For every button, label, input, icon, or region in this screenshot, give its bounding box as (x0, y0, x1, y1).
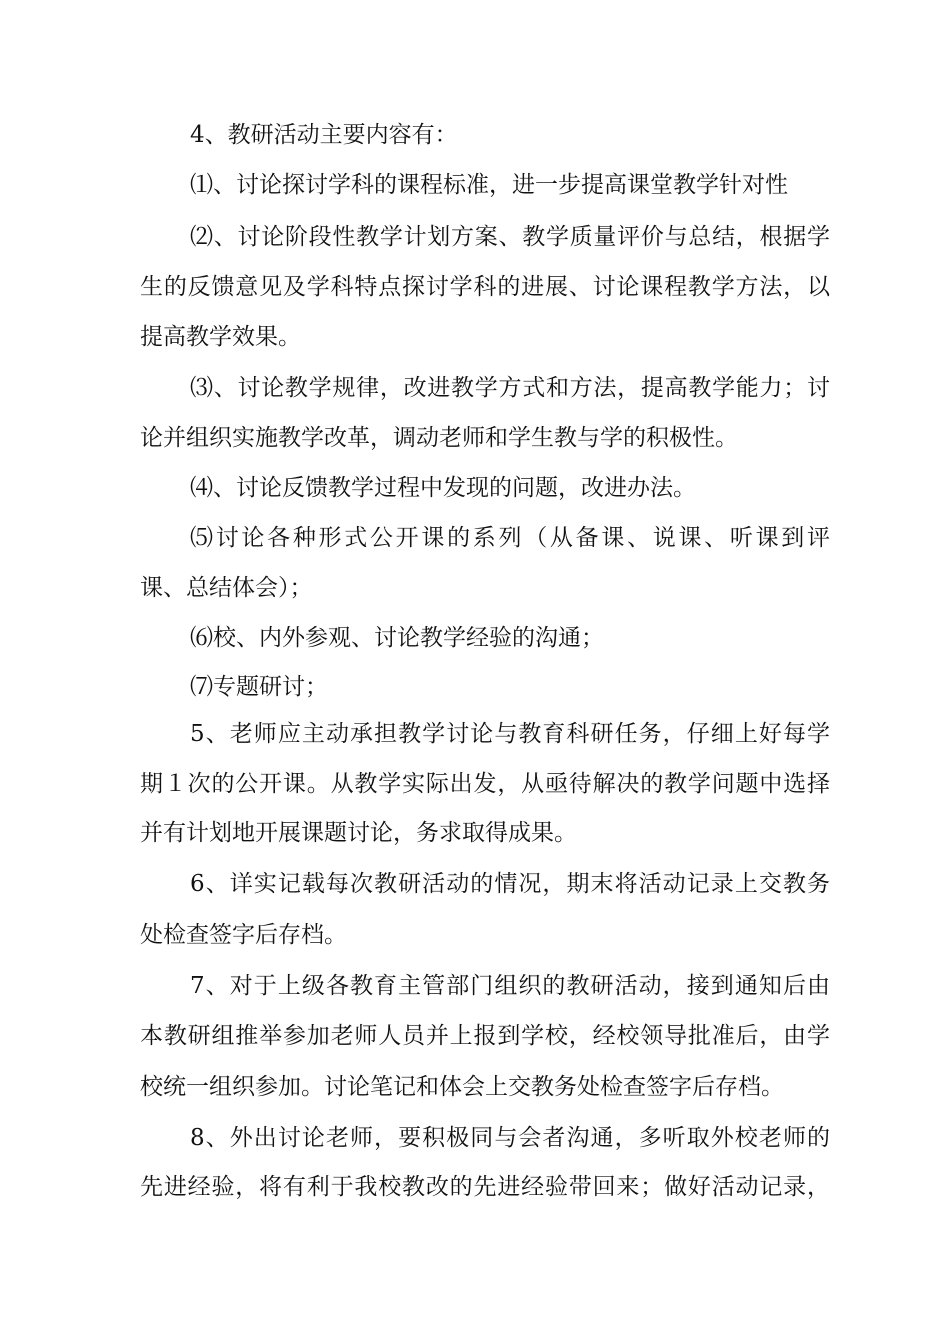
item-8-line-2: 先进经验，将有利于我校教改的先进经验带回来；做好活动记录， (140, 1174, 830, 1200)
subitem-2-line-3: 提高教学效果。 (140, 324, 301, 350)
subitem-2-line-2: 生的反馈意见及学科特点探讨学科的进展、讨论课程教学方法，以 (140, 274, 830, 300)
item-7-line-2: 本教研组推举参加老师人员并上报到学校，经校领导批准后，由学 (140, 1023, 830, 1049)
subitem-4: ⑷、讨论反馈教学过程中发现的问题，改进办法。 (190, 475, 696, 501)
subitem-7: ⑺专题研讨； (190, 674, 328, 700)
subitem-5-line-1: ⑸讨论各种形式公开课的系列（从备课、说课、听课到评 (190, 525, 830, 551)
subitem-3-line-2: 论并组织实施教学改革，调动老师和学生教与学的积极性。 (140, 425, 738, 451)
item-5-line-3: 并有计划地开展课题讨论，务求取得成果。 (140, 820, 577, 846)
item-6-line-2: 处检查签字后存档。 (140, 922, 347, 948)
item-5-line-1: 5、老师应主动承担教学讨论与教育科研任务，仔细上好每学 (190, 721, 830, 747)
item-7-line-1: 7、对于上级各教育主管部门组织的教研活动，接到通知后由 (190, 973, 830, 999)
subitem-3-line-1: ⑶、讨论教学规律，改进教学方式和方法，提高教学能力；讨 (190, 375, 830, 401)
item-8-line-1: 8、外出讨论老师，要积极同与会者沟通，多听取外校老师的 (190, 1125, 830, 1151)
item-5-line-2: 期１次的公开课。从教学实际出发，从亟待解决的教学问题中选择 (140, 771, 830, 797)
subitem-6: ⑹校、内外参观、讨论教学经验的沟通； (190, 625, 604, 651)
subitem-1: ⑴、讨论探讨学科的课程标准，进一步提高课堂教学针对性 (190, 172, 788, 198)
item-7-line-3: 校统一组织参加。讨论笔记和体会上交教务处检查签字后存档。 (140, 1074, 784, 1100)
item-4-heading: 4、教研活动主要内容有： (190, 122, 458, 148)
subitem-2-line-1: ⑵、讨论阶段性教学计划方案、教学质量评价与总结，根据学 (190, 224, 830, 250)
subitem-5-line-2: 课、总结体会）； (140, 575, 313, 601)
item-6-line-1: 6、详实记载每次教研活动的情况，期末将活动记录上交教务 (190, 871, 830, 897)
